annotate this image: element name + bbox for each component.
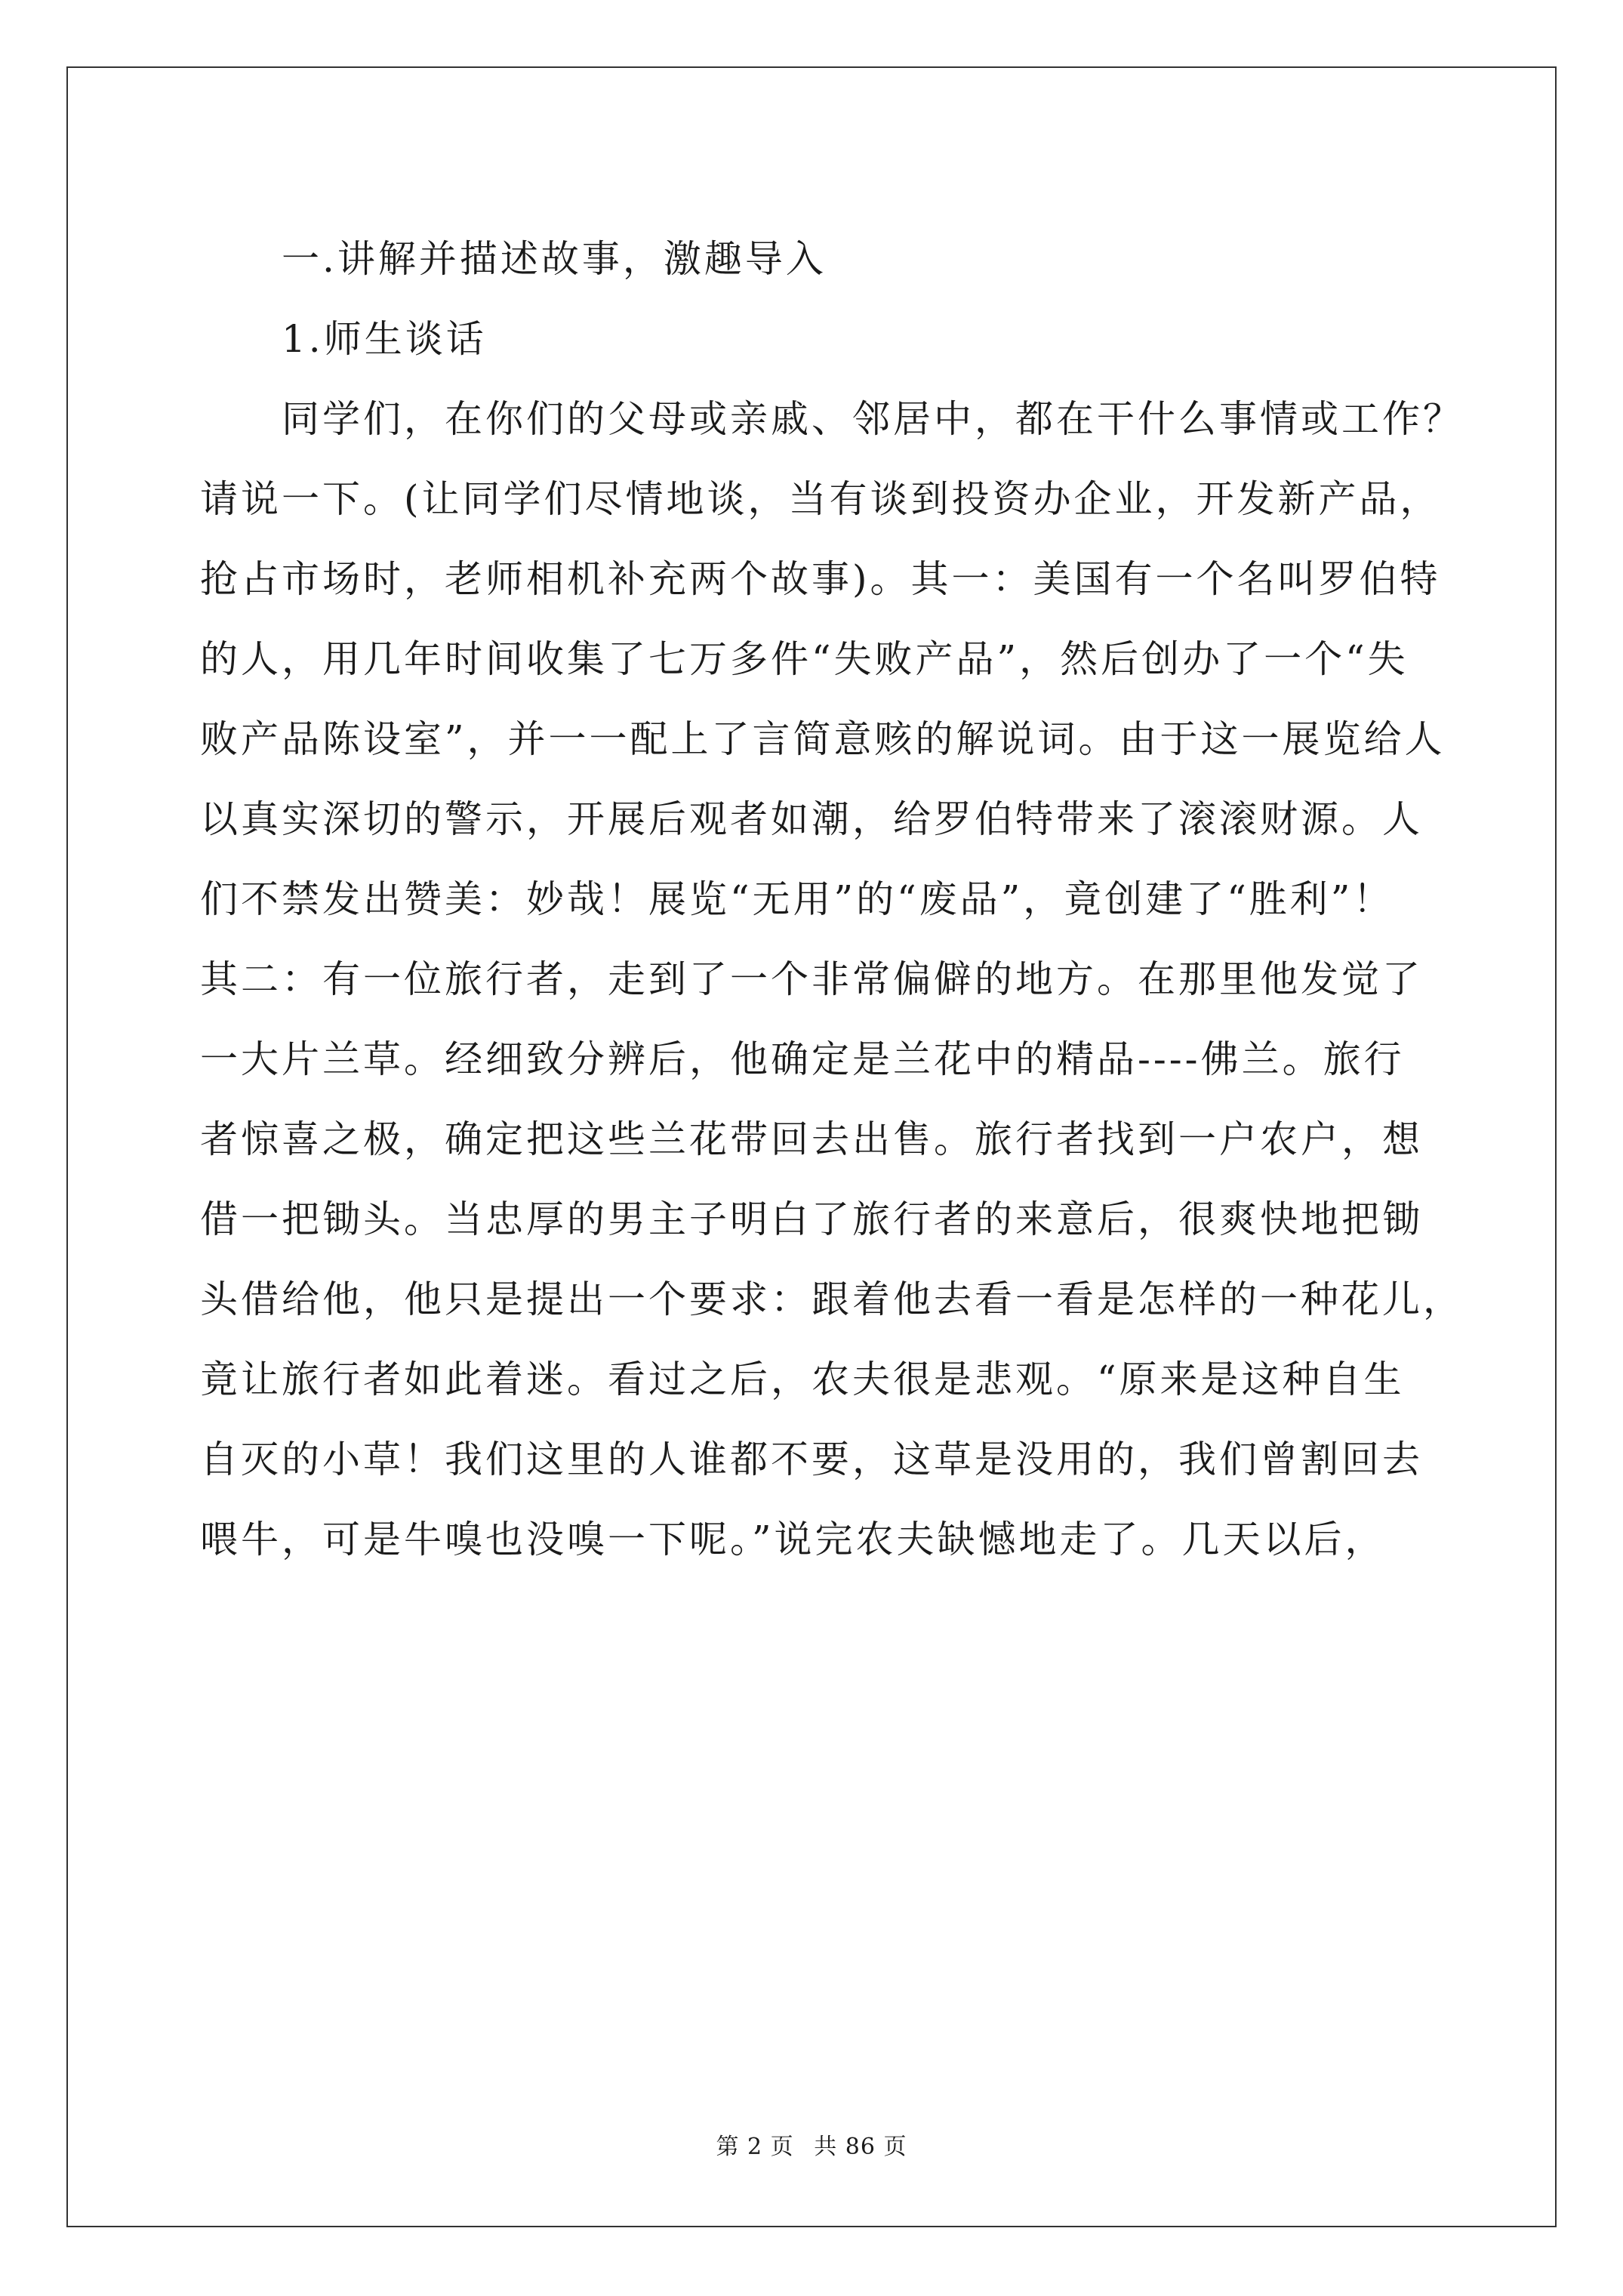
document-body	[200, 219, 1464, 1579]
paragraph-line: 者惊喜之极，确定把这些兰花带回去出售。旅行者找到一户农户，想	[200, 1117, 1423, 1161]
paragraph-line: 竟让旅行者如此着迷。看过之后，农夫很是悲观。“原来是这种自生	[200, 1358, 1405, 1401]
page-number: 第 2 页	[716, 2134, 794, 2160]
paragraph-line: 喂牛，可是牛嗅也没嗅一下呢。”说完农夫缺憾地走了。几天以后，	[200, 1518, 1386, 1561]
paragraph-line: 其二：有一位旅行者，走到了一个非常偏僻的地方。在那里他发觉了	[200, 957, 1423, 1001]
paragraph-line: 抢占市场时，老师相机补充两个故事)。其一：美国有一个名叫罗伯特	[200, 557, 1441, 601]
paragraph-line: 请说一下。(让同学们尽情地谈，当有谈到投资办企业，开发新产品，	[200, 477, 1441, 521]
paragraph-line: 们不禁发出赞美：妙哉！展览“无用”的“废品”，竟创建了“胜利”！	[200, 877, 1394, 921]
page-footer	[0, 2128, 1623, 2161]
paragraph-line: 一大片兰草。经细致分辨后，他确定是兰花中的精品----佛兰。旅行	[200, 1037, 1405, 1081]
paragraph-line: 头借给他，他只是提出一个要求：跟着他去看一看是怎样的一种花儿，	[200, 1277, 1464, 1321]
paragraph-line: 的人，用几年时间收集了七万多件“失败产品”，然后创办了一个“失	[200, 637, 1409, 681]
paragraph-line: 以真实深切的警示，开展后观者如潮，给罗伯特带来了滚滚财源。人	[200, 797, 1423, 841]
paragraph-line: 借一把锄头。当忠厚的男主子明白了旅行者的来意后，很爽快地把锄	[200, 1197, 1423, 1241]
total-pages: 共 86 页	[814, 2134, 907, 2160]
subsection-heading: 1.师生谈话	[282, 317, 487, 361]
section-heading: 一.讲解并描述故事，激趣导入	[282, 237, 827, 281]
paragraph-line: 败产品陈设室”，并一一配上了言简意赅的解说词。由于这一展览给人	[200, 717, 1446, 761]
paragraph-line: 自灭的小草！我们这里的人谁都不要，这草是没用的，我们曾割回去	[200, 1438, 1423, 1481]
paragraph-line: 同学们，在你们的父母或亲戚、邻居中，都在干什么事情或工作？	[282, 397, 1464, 441]
